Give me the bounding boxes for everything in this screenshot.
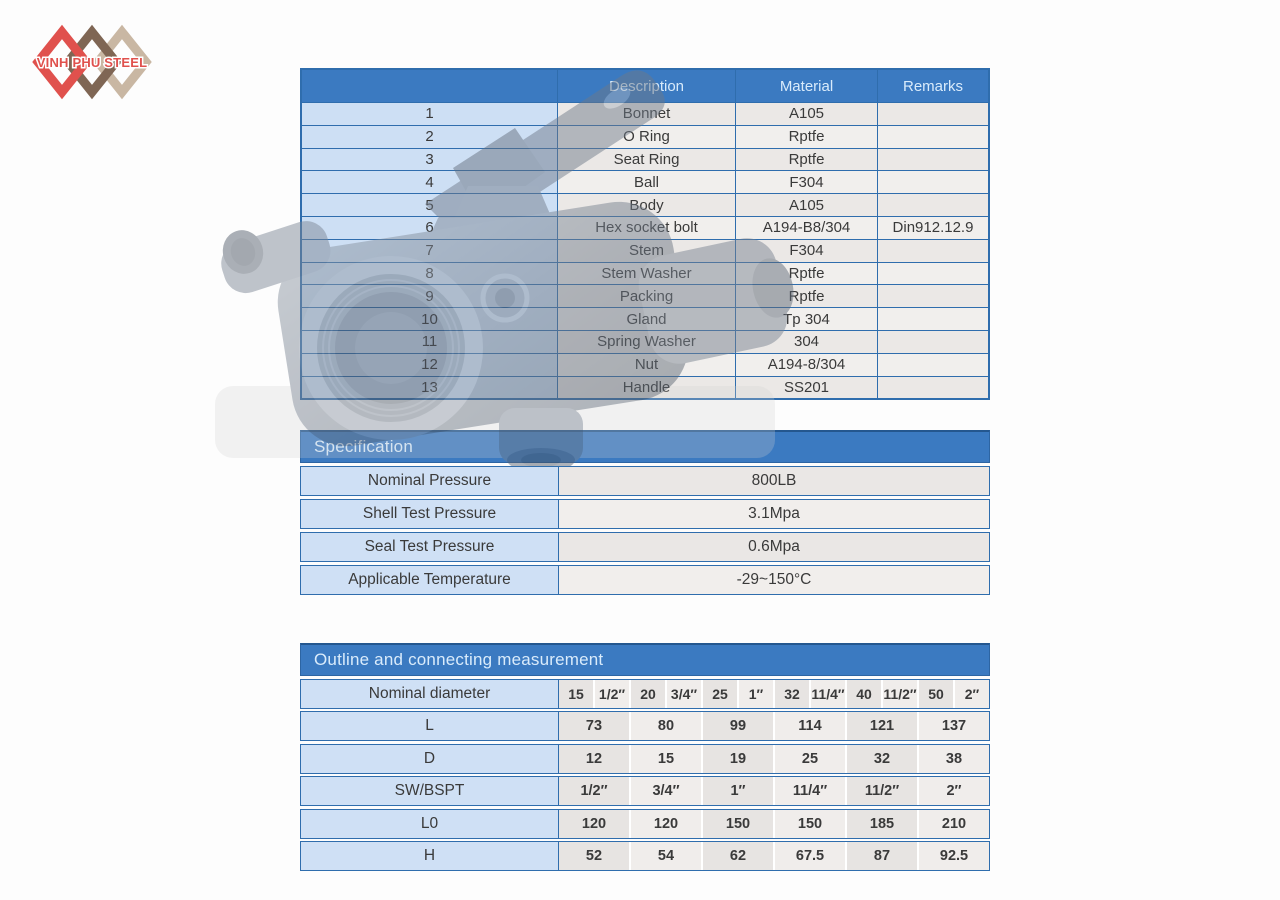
diameter-value-cell: 20 [631,680,665,708]
outline-row-label: L [301,712,559,740]
part-material-cell: A105 [735,103,877,125]
header-cell-description: Description [557,70,735,102]
outline-diameter-row [300,679,990,709]
part-remarks-cell [877,149,988,171]
diameter-value-cell: 50 [919,680,953,708]
part-number-cell: 9 [302,285,557,307]
spec-row [300,499,990,529]
outline-value-cell: 1/2″ [559,777,629,805]
outline-value-cell: 92.5 [919,842,989,870]
outline-values [559,712,989,740]
outline-values [559,810,989,838]
diameter-value-cell: 25 [703,680,737,708]
outline-value-cell: 1″ [703,777,773,805]
header-cell-number [302,70,557,102]
part-remarks-cell [877,194,988,216]
table-row [302,376,988,399]
outline-value-cell: 121 [847,712,917,740]
part-remarks-cell [877,263,988,285]
part-description-cell: Body [557,194,735,216]
outline-value-cell: 210 [919,810,989,838]
spec-value-cell: 0.6Mpa [559,533,989,561]
spec-label-cell: Shell Test Pressure [301,500,559,528]
part-number-cell: 3 [302,149,557,171]
parts-table-body [302,103,988,398]
part-description-cell: Stem Washer [557,263,735,285]
table-row [302,125,988,148]
outline-values [559,745,989,773]
brand-logo-text: VINH PHU STEEL [36,55,148,70]
spec-row [300,532,990,562]
outline-title: Outline and connecting measurement [300,643,990,676]
diameter-value-cell: 2″ [955,680,989,708]
outline-value-cell: 150 [775,810,845,838]
part-material-cell: F304 [735,240,877,262]
outline-value-cell: 62 [703,842,773,870]
outline-row-label: SW/BSPT [301,777,559,805]
diameter-value-cell: 1″ [739,680,773,708]
table-row [302,262,988,285]
outline-value-cell: 67.5 [775,842,845,870]
parts-table [300,68,990,400]
part-remarks-cell [877,240,988,262]
outline-row-label: Nominal diameter [301,680,559,708]
specification-title: Specification [300,430,990,463]
specification-body [300,466,990,595]
diameter-value-cell: 40 [847,680,881,708]
brand-logo [22,24,162,105]
outline-value-cell: 87 [847,842,917,870]
table-row [302,330,988,353]
diameter-value-cell: 3/4″ [667,680,701,708]
part-description-cell: O Ring [557,126,735,148]
outline-value-cell: 12 [559,745,629,773]
part-number-cell: 12 [302,354,557,376]
part-material-cell: F304 [735,171,877,193]
table-row [302,103,988,125]
part-description-cell: Nut [557,354,735,376]
part-number-cell: 6 [302,217,557,239]
outline-value-cell: 2″ [919,777,989,805]
table-row [302,216,988,239]
outline-row-label: H [301,842,559,870]
part-number-cell: 4 [302,171,557,193]
outline-data-row [300,809,990,839]
part-material-cell: Rptfe [735,263,877,285]
spec-value-cell: 800LB [559,467,989,495]
part-remarks-cell [877,103,988,125]
outline-value-cell: 38 [919,745,989,773]
header-cell-material: Material [735,70,877,102]
outline-value-cell: 99 [703,712,773,740]
diameter-value-cell: 1/2″ [595,680,629,708]
part-material-cell: Rptfe [735,149,877,171]
part-number-cell: 8 [302,263,557,285]
specification-table [300,430,990,595]
outline-value-cell: 80 [631,712,701,740]
outline-values [559,842,989,870]
diameter-value-cell: 15 [559,680,593,708]
spec-row [300,565,990,595]
table-row [302,148,988,171]
table-row [302,170,988,193]
part-number-cell: 2 [302,126,557,148]
part-description-cell: Bonnet [557,103,735,125]
part-description-cell: Spring Washer [557,331,735,353]
part-remarks-cell [877,354,988,376]
diameter-value-cell: 32 [775,680,809,708]
spec-label-cell: Applicable Temperature [301,566,559,594]
outline-data-row [300,776,990,806]
outline-body [300,679,990,872]
spec-value-cell: -29~150°C [559,566,989,594]
table-row [302,193,988,216]
table-row [302,353,988,376]
outline-values [559,777,989,805]
part-material-cell: Tp 304 [735,308,877,330]
outline-data-row [300,711,990,741]
outline-value-cell: 11/2″ [847,777,917,805]
outline-value-cell: 25 [775,745,845,773]
outline-data-row [300,841,990,871]
part-remarks-cell: Din912.12.9 [877,217,988,239]
part-material-cell: SS201 [735,377,877,399]
part-remarks-cell [877,331,988,353]
outline-value-cell: 19 [703,745,773,773]
spec-row [300,466,990,496]
outline-data-row [300,744,990,774]
table-row [302,284,988,307]
part-number-cell: 7 [302,240,557,262]
part-description-cell: Stem [557,240,735,262]
diameter-cells [559,680,989,708]
part-remarks-cell [877,126,988,148]
diameter-value-cell: 11/4″ [811,680,845,708]
part-description-cell: Gland [557,308,735,330]
part-number-cell: 1 [302,103,557,125]
outline-value-cell: 150 [703,810,773,838]
parts-table-header [302,70,988,103]
outline-value-cell: 11/4″ [775,777,845,805]
outline-value-cell: 54 [631,842,701,870]
outline-value-cell: 137 [919,712,989,740]
outline-value-cell: 52 [559,842,629,870]
table-row [302,307,988,330]
outline-value-cell: 3/4″ [631,777,701,805]
part-number-cell: 5 [302,194,557,216]
part-remarks-cell [877,285,988,307]
part-remarks-cell [877,171,988,193]
part-remarks-cell [877,377,988,399]
spec-value-cell: 3.1Mpa [559,500,989,528]
spec-label-cell: Nominal Pressure [301,467,559,495]
part-material-cell: 304 [735,331,877,353]
header-cell-remarks: Remarks [877,70,988,102]
outline-row-label: D [301,745,559,773]
part-description-cell: Seat Ring [557,149,735,171]
part-number-cell: 11 [302,331,557,353]
outline-value-cell: 114 [775,712,845,740]
outline-value-cell: 73 [559,712,629,740]
part-material-cell: A194-B8/304 [735,217,877,239]
outline-value-cell: 120 [559,810,629,838]
part-description-cell: Ball [557,171,735,193]
part-number-cell: 10 [302,308,557,330]
outline-value-cell: 120 [631,810,701,838]
outline-value-cell: 15 [631,745,701,773]
part-description-cell: Packing [557,285,735,307]
outline-table [300,643,990,871]
interlocked-diamonds-icon [22,24,162,100]
part-number-cell: 13 [302,377,557,399]
spec-label-cell: Seal Test Pressure [301,533,559,561]
part-description-cell: Handle [557,377,735,399]
outline-value-cell: 32 [847,745,917,773]
part-material-cell: Rptfe [735,285,877,307]
table-row [302,239,988,262]
part-material-cell: A194-8/304 [735,354,877,376]
outline-row-label: L0 [301,810,559,838]
diameter-value-cell: 11/2″ [883,680,917,708]
part-material-cell: Rptfe [735,126,877,148]
outline-value-cell: 185 [847,810,917,838]
part-remarks-cell [877,308,988,330]
part-material-cell: A105 [735,194,877,216]
part-description-cell: Hex socket bolt [557,217,735,239]
